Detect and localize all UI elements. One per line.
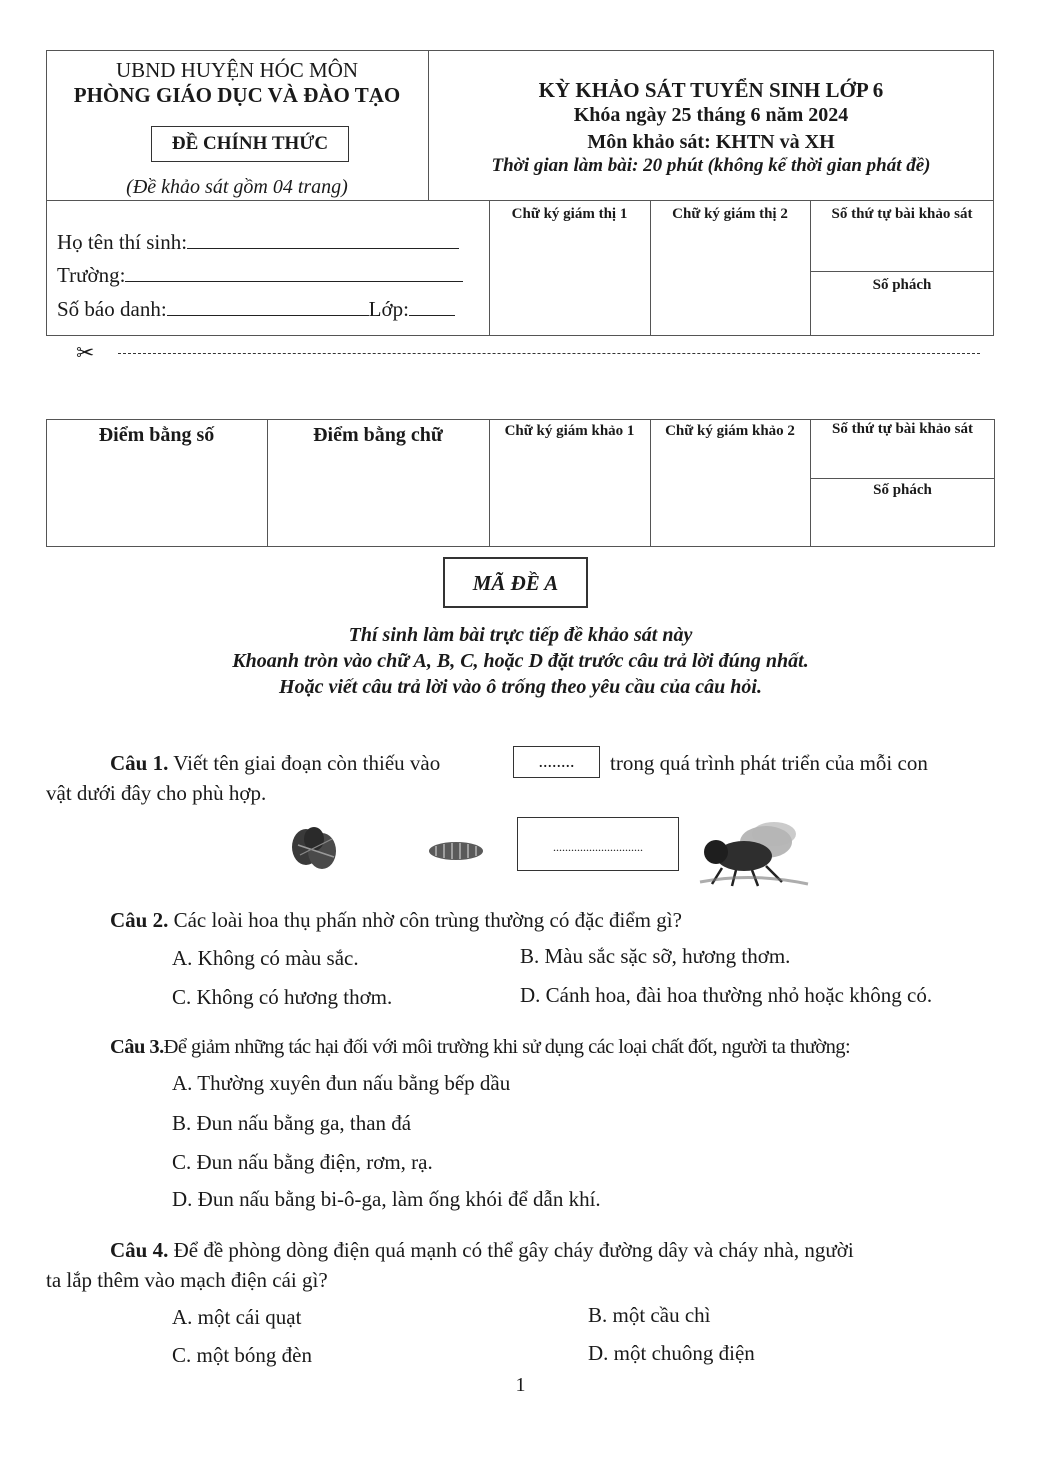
examiner-1-label: Chữ ký giám khảo 1 (504, 423, 635, 439)
divider (46, 200, 994, 201)
scissors-icon: ✂ (76, 340, 95, 365)
exam-date: Khóa ngày 25 tháng 6 năm 2024 (573, 104, 849, 126)
instruction-line: Thí sinh làm bài trực tiếp đề khảo sát này (348, 624, 693, 646)
instruction-line: Hoặc viết câu trả lời vào ô trống theo yêu cầu của câu hỏi. (279, 676, 762, 698)
q4-option-d[interactable]: D. một chuông điện (588, 1341, 755, 1365)
q4-label: Câu 4. (110, 1238, 169, 1262)
q3-label: Câu 3. (110, 1036, 164, 1058)
score-number-label: Điểm bằng số (98, 424, 215, 446)
q3-option-b[interactable]: B. Đun nấu bằng ga, than đá (172, 1111, 412, 1135)
q4-option-c[interactable]: C. một bóng đèn (172, 1343, 312, 1367)
examiner-2-label: Chữ ký giám khảo 2 (665, 423, 795, 439)
school-field[interactable] (57, 263, 463, 288)
q1-line-2: vật dưới đây cho phù hợp. (46, 781, 267, 805)
eggs-illustration (284, 825, 354, 875)
q2-label: Câu 2. (110, 908, 169, 932)
cut-line (118, 353, 980, 354)
id-field[interactable] (57, 297, 455, 322)
page-count-note: (Đề khảo sát gồm 04 trang) (126, 176, 348, 198)
org-line-1: UBND HUYỆN HÓC MÔN (115, 58, 359, 82)
subject: Môn khảo sát: KHTN và XH (587, 131, 835, 153)
q1-label: Câu 1. (110, 751, 169, 775)
code-label: Số phách (872, 277, 932, 293)
q1-line-1b: trong quá trình phát triển của mỗi con (610, 751, 928, 775)
fly-illustration (692, 812, 810, 890)
id-label: Số báo danh: (57, 297, 167, 321)
proctor-2-label: Chữ ký giám thị 2 (672, 206, 788, 222)
q1-inline-box: ........ (513, 746, 600, 778)
page-number: 1 (515, 1374, 526, 1396)
instruction-line: Khoanh tròn vào chữ A, B, C, hoặc D đặt trước câu trả lời đúng nhất. (232, 650, 809, 672)
divider (810, 271, 994, 272)
q1-line-1: Câu 1. Viết tên giai đoạn còn thiếu vào (110, 751, 441, 775)
q2-option-a[interactable]: A. Không có màu sắc. (172, 946, 359, 970)
proctor-1-label: Chữ ký giám thị 1 (511, 206, 628, 222)
q1-answer-box[interactable] (517, 817, 679, 871)
school-label: Trường: (57, 263, 126, 287)
q2-stem: Câu 2. Các loài hoa thụ phấn nhờ côn trùng thường có đặc điểm gì? (110, 908, 682, 932)
name-label: Họ tên thí sinh: (57, 230, 188, 254)
score-words-label: Điểm bằng chữ (313, 424, 443, 446)
q4-option-a[interactable]: A. một cái quạt (172, 1305, 302, 1329)
q3-stem: Câu 3.Để giảm những tác hại đối với môi trường khi sử dụng các loại chất đốt, người ta thường: (110, 1036, 851, 1058)
larva-illustration (424, 836, 488, 866)
q2-option-c[interactable]: C. Không có hương thơm. (172, 985, 393, 1009)
q3-option-c[interactable]: C. Đun nấu bằng điện, rơm, rạ. (172, 1150, 433, 1174)
duration: Thời gian làm bài: 20 phút (không kể thời gian phát đề) (491, 155, 931, 176)
serial-label: Số thứ tự bài khảo sát (831, 206, 973, 222)
score-serial-label: Số thứ tự bài khảo sát (832, 421, 973, 437)
score-code-label: Số phách (873, 482, 932, 498)
exam-code: MÃ ĐỀ A (443, 557, 588, 608)
q4-option-b[interactable]: B. một cầu chì (588, 1303, 711, 1327)
name-field[interactable] (57, 230, 459, 255)
q4-stem-line-1: Câu 4. Để đề phòng dòng điện quá mạnh có thể gây cháy đường dây và cháy nhà, người (110, 1238, 854, 1262)
q3-option-a[interactable]: A. Thường xuyên đun nấu bằng bếp dầu (172, 1071, 511, 1095)
org-line-2: PHÒNG GIÁO DỤC VÀ ĐÀO TẠO (73, 83, 401, 107)
q2-option-b[interactable]: B. Màu sắc sặc sỡ, hương thơm. (520, 944, 791, 968)
exam-title: KỲ KHẢO SÁT TUYỂN SINH LỚP 6 (538, 78, 884, 102)
q3-option-d[interactable]: D. Đun nấu bằng bi-ô-ga, làm ống khói để dẫn khí. (172, 1187, 601, 1211)
q4-stem-line-2: ta lắp thêm vào mạch điện cái gì? (46, 1268, 328, 1292)
class-label: Lớp: (368, 297, 409, 321)
divider (810, 478, 995, 479)
q2-option-d[interactable]: D. Cánh hoa, đài hoa thường nhỏ hoặc không có. (520, 983, 933, 1007)
official-label: ĐỀ CHÍNH THỨC (151, 126, 349, 162)
q1-answer-dots: .............................. (553, 840, 643, 854)
